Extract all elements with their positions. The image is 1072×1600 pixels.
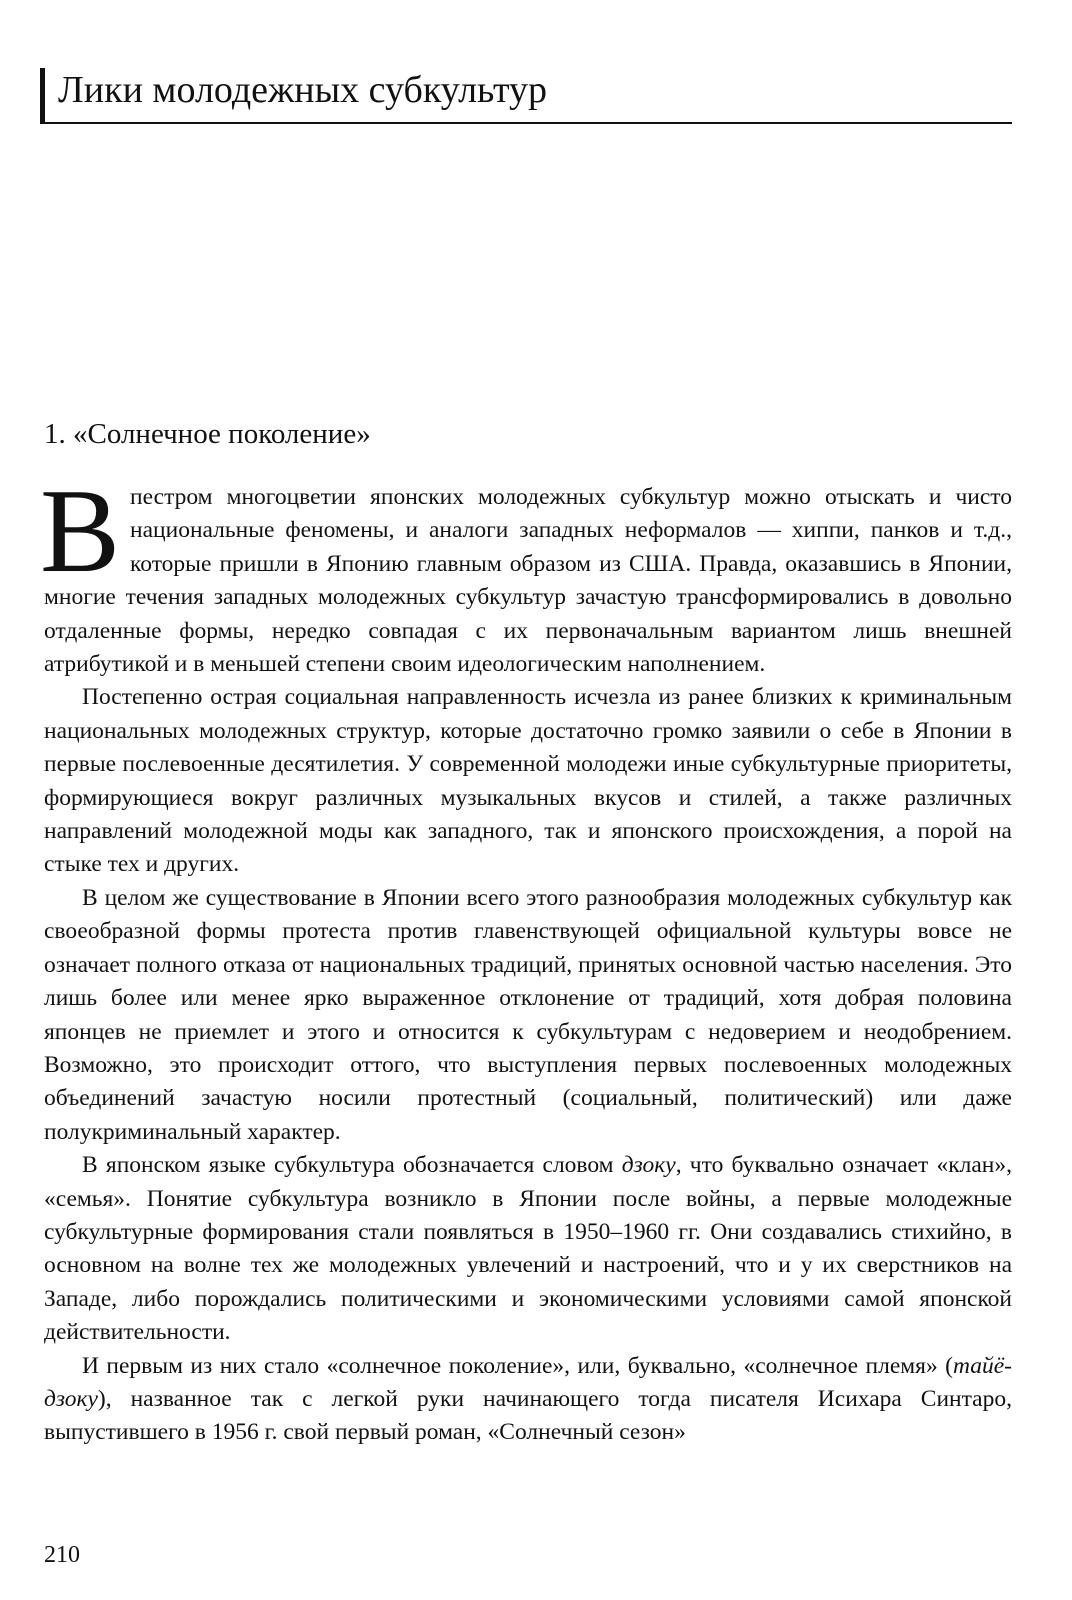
term-dzoku: дзоку [621, 1152, 676, 1179]
running-header [40, 62, 1012, 124]
running-title: Лики молодежных субкультур [58, 69, 548, 111]
body-text [40, 464, 1012, 1450]
paragraph-2: Постепенно острая социальная направленность исчезла из ранее близких к криминальным национальных молодежных структур, которые достаточно громко заявили о себе в Японии в первые послевоенные десятилетия. У современной молодежи иные субкультурные приоритеты, формирующиеся вокруг различных музыкальных вкусов и стилей, а также различных направлений молодежной моды как западного, так и японского происхождения, а порой на стыке тех и других. [44, 684, 1012, 878]
paragraph-1-text: пестром многоцветии японских молодежных субкультур можно отыскать и чисто национальные феномены, и аналоги западных неформалов — хиппи, панков и т.д., которые пришли в Японию главным образом из США. Правда, оказавшись в Японии, многие течения западных молодежных субкультур зачастую трансформировались в довольно отдаленные формы, нередко совпадая с их первоначальным вариантом лишь внешней атрибутикой и в меньшей степени своим идеологическим наполнением. [44, 484, 1012, 678]
paragraph-4 [44, 1149, 1012, 1349]
paragraph-4-text-a: В японском языке субкультура обозначается словом [82, 1152, 622, 1179]
paragraph-4-text-b: , что буквально означает «клан», «семья». Понятие субкультура возникло в Японии после войны, а первые молодежные субкультурные формирования стали появляться в 1950–1960 гг. Они создавались стихийно, в основном на волне тех же молодежных увлечений и настроений, что и у их сверстников на Западе, либо порождались политическими и экономическими условиями самой японской действительности. [44, 1152, 1012, 1346]
paragraph-3: В целом же существование в Японии всего этого разнообразия молодежных субкультур как своеобразной формы протеста против главенствующей официальной культуры вовсе не означает полного отказа от национальных традиций, принятых основной частью населения. Это лишь более или менее ярко выраженное отклонение от традиций, хотя добрая половина японцев не приемлет и этого и относится к субкультурам с недоверием и неодобрением. Возможно, это происходит оттого, что выступления первых послевоенных молодежных объединений зачастую носили протестный (социальный, политический) или даже полукриминальный характер. [44, 884, 1012, 1145]
section-title: 1. «Солнечное поколение» [44, 418, 371, 450]
paragraph-5-text-b: ), названное так с легкой руки начинающего тогда писателя Исихара Синтаро, выпустившего в 1956 г. свой первый роман, «Солнечный сезон» [44, 1385, 1012, 1446]
paragraph-1 [40, 464, 1012, 681]
paragraph-5-text-a: И первым из них стало «солнечное поколение», или, буквально, «солнечное племя» ( [82, 1352, 953, 1379]
term-taiyo-dzoku: тайё-дзоку [44, 1352, 1012, 1412]
paragraph-5 [44, 1350, 1012, 1450]
header-rule-bar [40, 68, 45, 124]
page-number: 210 [44, 1542, 80, 1568]
drop-cap: В [40, 464, 121, 597]
